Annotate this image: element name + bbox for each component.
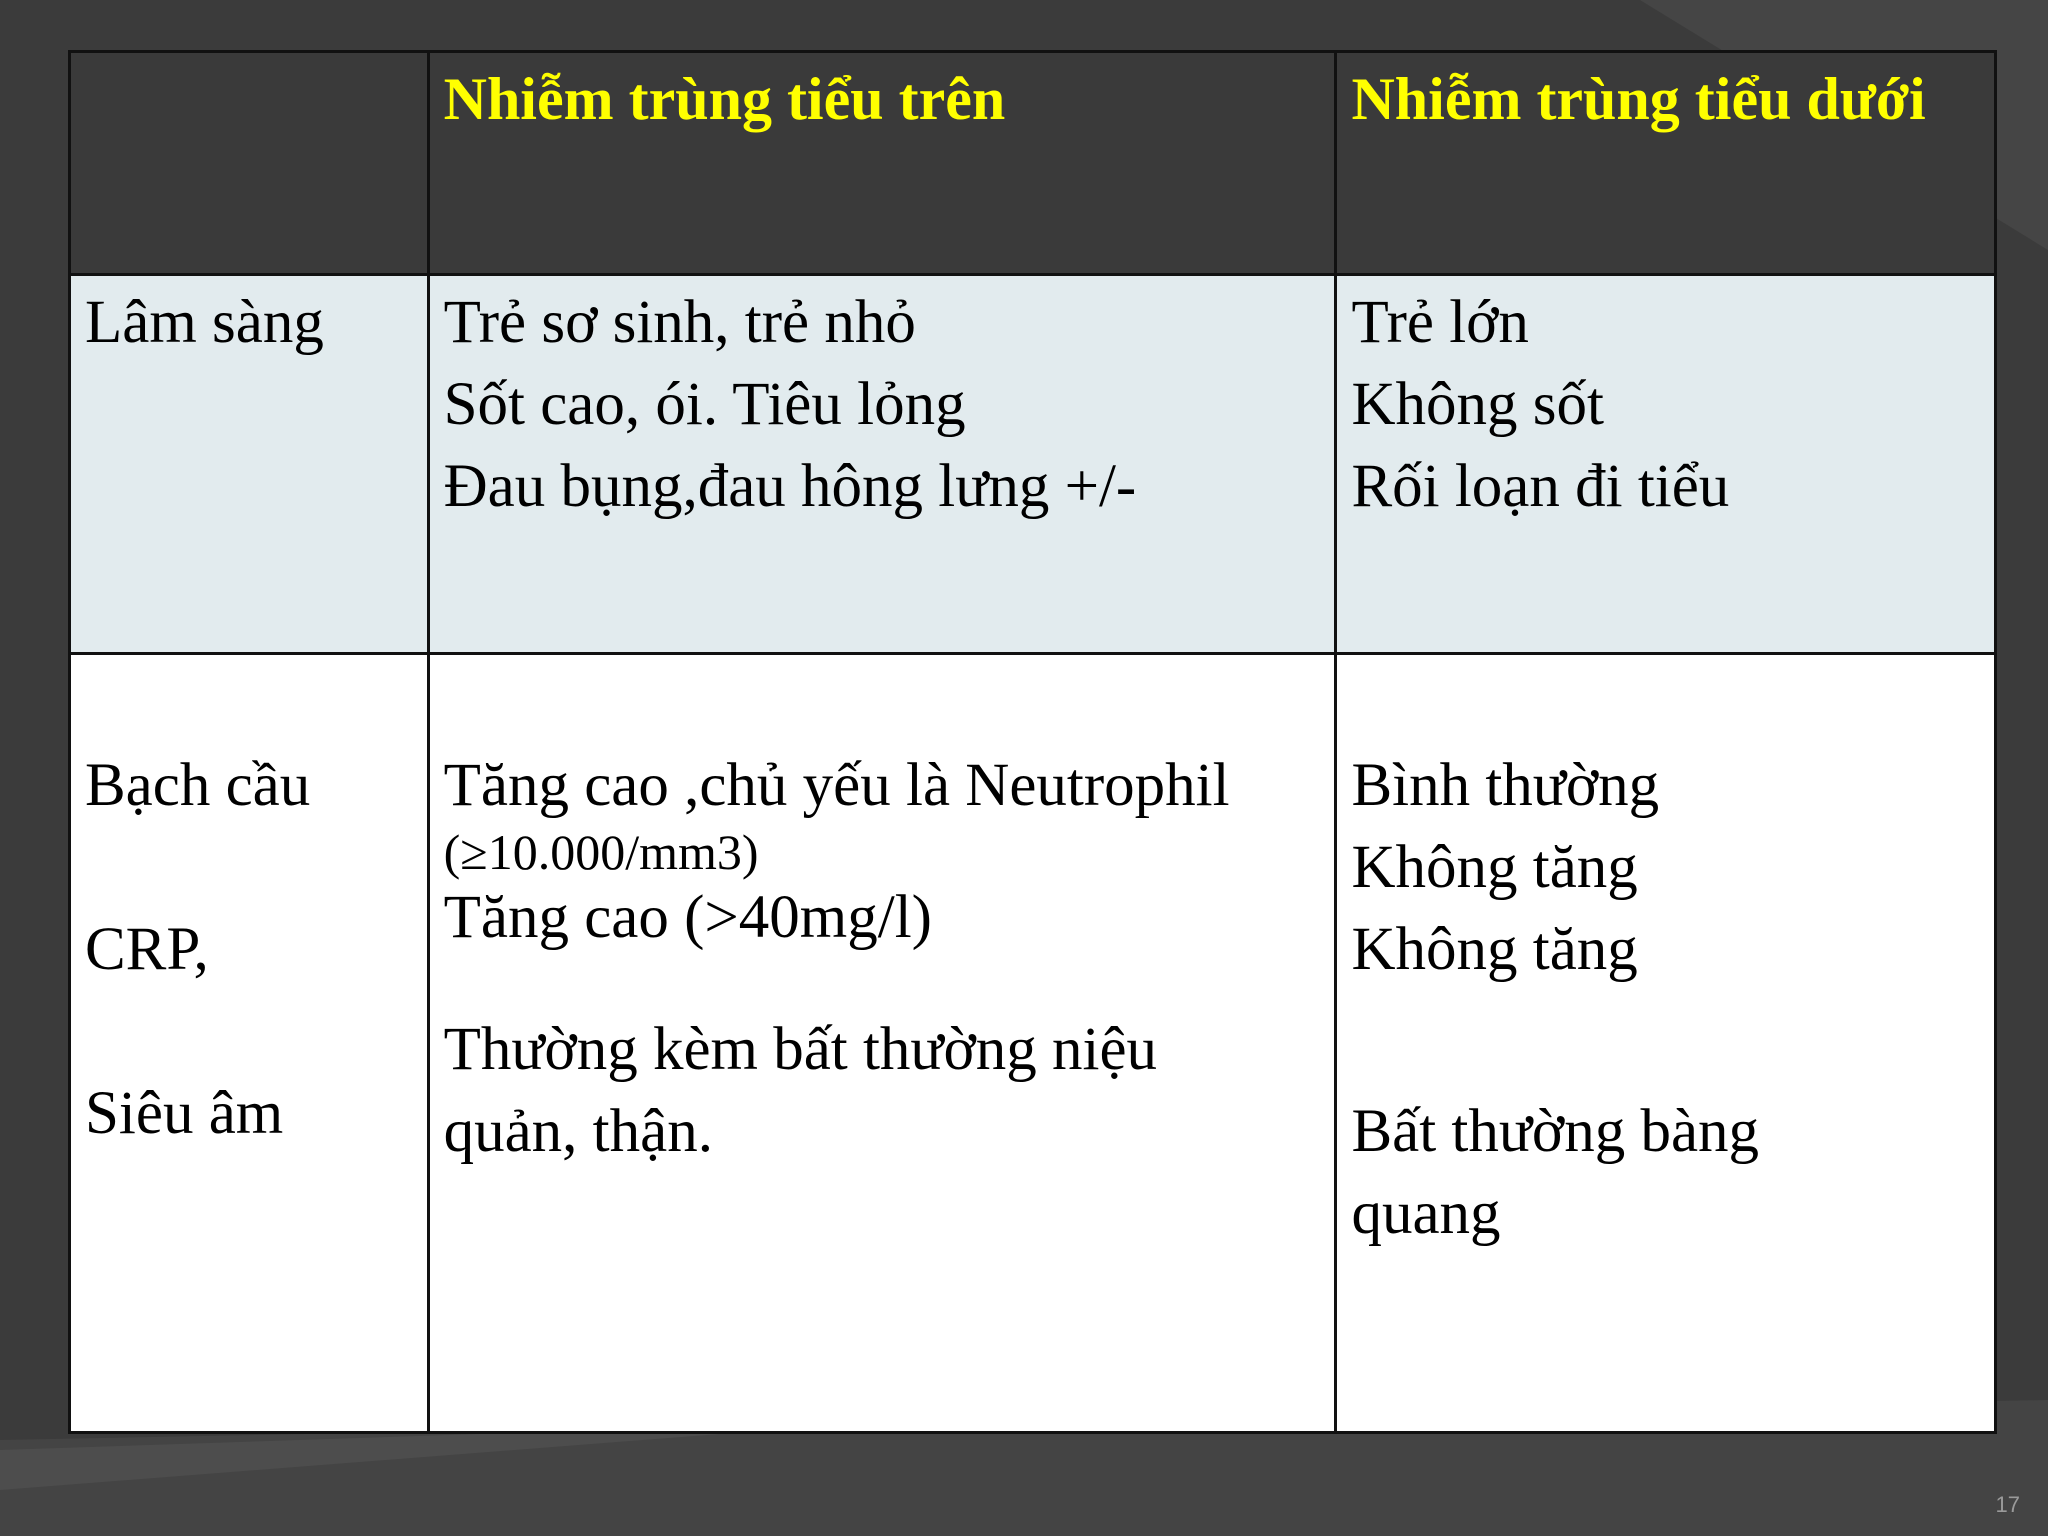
clinical-lower-cell — [1336, 275, 1996, 654]
row-label-clinical: Lâm sàng — [70, 275, 429, 654]
wbc-lower-value: Bình thường — [1351, 752, 1660, 819]
ultrasound-upper-value: Thường kèm bất thường niệu quản, thận. — [443, 1016, 1158, 1165]
wbc-upper-note: (≥10.000/mm3) — [443, 824, 759, 880]
crp-lower-value: Không tăng — [1351, 834, 1638, 901]
clinical-lower-line: Rối loạn đi tiểu — [1351, 453, 1730, 520]
comparison-table — [68, 50, 1997, 1434]
header-upper-uti: Nhiễm trùng tiểu trên — [428, 52, 1336, 275]
table-row-lab — [70, 654, 1996, 1433]
crp-upper-value: Tăng cao (>40mg/l) — [443, 884, 932, 951]
clinical-lower-line: Trẻ lớn — [1351, 289, 1529, 356]
lab-labels-cell — [70, 654, 429, 1433]
table-row-clinical — [70, 275, 1996, 654]
clinical-lower-line: Không sốt — [1351, 371, 1604, 438]
clinical-upper-line: Trẻ sơ sinh, trẻ nhỏ — [443, 289, 916, 356]
header-empty-cell — [70, 52, 429, 275]
clinical-upper-line: Đau bụng,đau hông lưng +/- — [443, 453, 1137, 520]
crp-lower-value-2: Không tăng — [1351, 916, 1638, 983]
clinical-upper-line: Sốt cao, ói. Tiêu lỏng — [443, 371, 966, 438]
row-label-ultrasound: Siêu âm — [85, 1080, 284, 1147]
header-lower-uti: Nhiễm trùng tiểu dưới — [1336, 52, 1996, 275]
clinical-upper-cell — [428, 275, 1336, 654]
row-label-wbc: Bạch cầu — [85, 752, 311, 819]
wbc-upper-value: Tăng cao ,chủ yếu là Neutrophil — [443, 752, 1230, 819]
lab-lower-cell — [1336, 654, 1996, 1433]
row-label-crp: CRP, — [85, 916, 209, 983]
page-number: 17 — [1995, 1492, 2020, 1517]
table-header-row — [70, 52, 1996, 275]
lab-upper-cell — [428, 654, 1336, 1433]
ultrasound-lower-value: Bất thường bàng quang — [1351, 1098, 1760, 1247]
